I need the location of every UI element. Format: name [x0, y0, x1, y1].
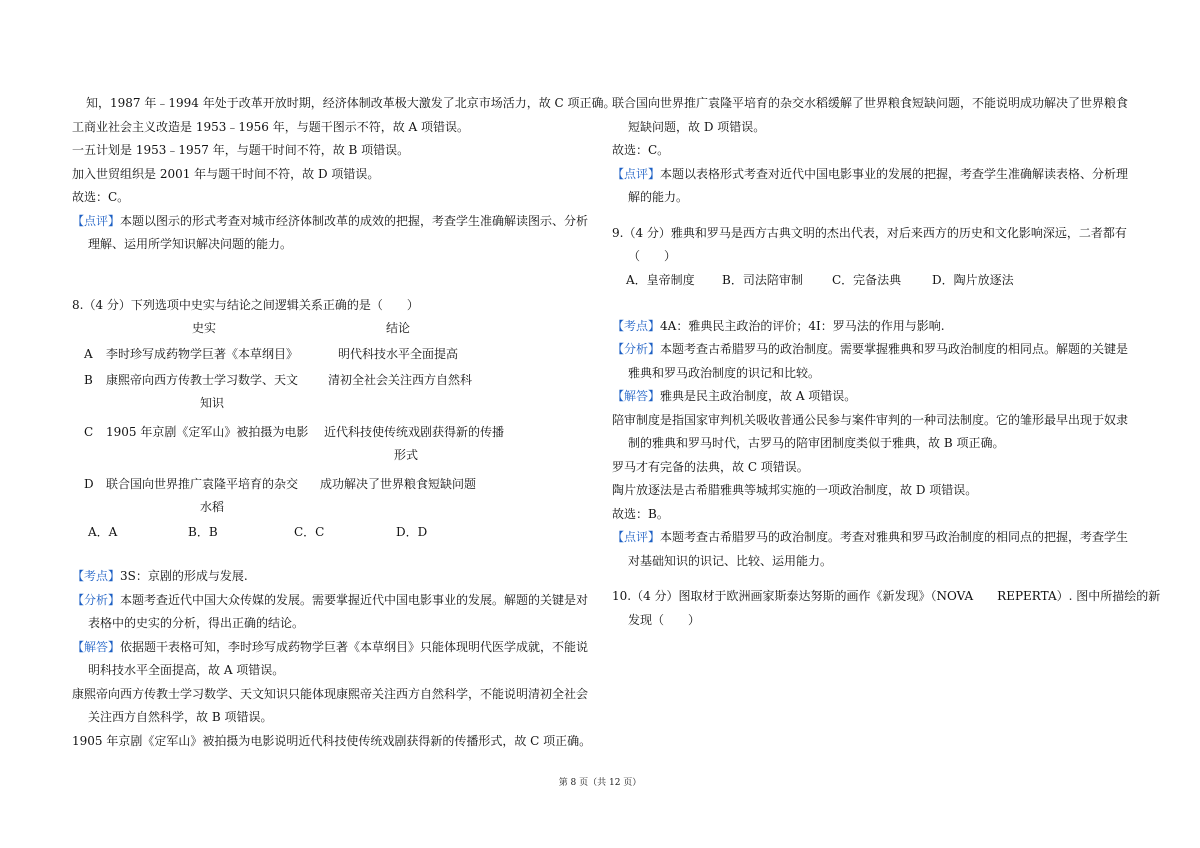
- question-8-options: [72, 521, 592, 545]
- right-column: [612, 92, 1161, 632]
- text-line: 故选：B。: [612, 506, 669, 521]
- kaodian-tag: 【考点】: [612, 318, 661, 333]
- table-row-conclusion: 近代科技使传统戏剧获得新的传播: [324, 425, 505, 439]
- jieda-tag: 【解答】: [72, 639, 121, 654]
- text-line: 故选：C。: [72, 190, 130, 204]
- text-line: 工商业社会主义改造是 1953﹣1956 年，与题干图示不符，故 A 项错误。: [72, 119, 470, 134]
- page-footer: 第 8 页（共 12 页）: [558, 778, 642, 788]
- review-text: 本题以图示的形式考查对城市经济体制改革的成效的把握，考查学生准确解读图示、分析: [120, 213, 589, 228]
- question-8-table: [72, 317, 592, 535]
- review-paragraph: [612, 526, 1132, 550]
- jieda-text: 雅典是民主政治制度，故 A 项错误。: [660, 389, 857, 403]
- fenxi-text-cont: 雅典和罗马政治制度的识记和比较。: [628, 365, 821, 380]
- answer-choice: 故选：C。: [612, 143, 670, 157]
- option-d[interactable]: D．D: [396, 525, 428, 539]
- fenxi-text-cont: 表格中的史实的分析，得出正确的结论。: [88, 616, 305, 630]
- kaodian-paragraph: [72, 565, 592, 589]
- review-text-cont: 对基础知识的识记、比较、运用能力。: [628, 553, 833, 568]
- table-row-fact: 李时珍写成药物学巨著《本草纲目》: [106, 347, 299, 361]
- option-c[interactable]: C．完备法典: [832, 272, 902, 287]
- review-text-cont: 解的能力。: [628, 190, 689, 204]
- left-column: [72, 92, 616, 753]
- review-text: 本题考查古希腊罗马的政治制度。考查对雅典和罗马政治制度的相同点的把握，考查学生: [660, 530, 1129, 544]
- text-line: 1905 年京剧《定军山》被拍摄为电影说明近代科技使传统戏剧获得新的传播形式，故 C 项正确。: [72, 733, 592, 748]
- kaodian-text: 4A：雅典民主政治的评价；4I：罗马法的作用与影响.: [660, 318, 945, 333]
- jieda-tag: 【解答】: [612, 389, 661, 403]
- text-line: 罗马才有完备的法典，故 C 项错误。: [612, 459, 809, 474]
- kaodian-text: 3S：京剧的形成与发展.: [120, 569, 248, 583]
- option-d[interactable]: D．陶片放逐法: [932, 272, 1014, 287]
- review-paragraph: [612, 163, 1132, 187]
- fenxi-paragraph: [72, 589, 592, 613]
- text-line: 陪审制度是指国家审判机关吸收普通公民参与案件审判的一种司法制度。它的雏形最早出现于奴隶: [612, 412, 1129, 427]
- fenxi-tag: 【分析】: [72, 592, 121, 607]
- table-row-conclusion: 清初全社会关注西方自然科: [328, 373, 473, 387]
- table-header-fact: 史实: [192, 321, 217, 335]
- option-c[interactable]: C．C: [294, 525, 325, 539]
- text-line: 联合国向世界推广袁隆平培育的杂交水稻缓解了世界粮食短缺问题，不能说明成功解决了世界粮食: [612, 96, 1129, 110]
- fenxi-tag: 【分析】: [612, 342, 661, 356]
- table-row-key: C: [84, 425, 94, 439]
- text-line: 康熙帝向西方传教士学习数学、天文知识只能体现康熙帝关注西方自然科学，不能说明清初全社会: [72, 686, 589, 701]
- table-header-conclusion: 结论: [386, 321, 411, 335]
- review-tag: 【点评】: [612, 166, 661, 181]
- option-b[interactable]: B．司法陪审制: [722, 272, 803, 287]
- question-10-stem-cont: 发现（ ）: [628, 612, 701, 627]
- jieda-text: 依据题干表格可知，李时珍写成药物学巨著《本草纲目》只能体现明代医学成就，不能说: [120, 639, 589, 654]
- text-line: 加入世贸组织是 2001 年与题干时间不符，故 D 项错误。: [72, 166, 380, 181]
- table-row-key: B: [84, 373, 93, 387]
- review-tag: 【点评】: [72, 213, 121, 228]
- review-tag: 【点评】: [612, 530, 661, 544]
- option-b[interactable]: B．B: [188, 525, 218, 539]
- jieda-text-cont: 明科技水平全面提高，故 A 项错误。: [88, 663, 285, 677]
- question-9-stem-cont: （ ）: [628, 249, 677, 263]
- kaodian-paragraph: [612, 315, 1132, 339]
- question-8-stem: 8.（4 分）下列选项中史实与结论之间逻辑关系正确的是（ ）: [72, 297, 419, 312]
- text-line: 关注西方自然科学，故 B 项错误。: [88, 710, 273, 724]
- table-row-conclusion: 成功解决了世界粮食短缺问题: [320, 477, 477, 491]
- option-a[interactable]: A．皇帝制度: [626, 272, 695, 287]
- table-row-fact: 康熙帝向西方传教士学习数学、天文: [106, 373, 299, 387]
- review-text-cont: 理解、运用所学知识解决问题的能力。: [88, 237, 293, 251]
- text-line: 一五计划是 1953﹣1957 年，与题干时间不符，故 B 项错误。: [72, 143, 410, 157]
- text-line: 短缺问题，故 D 项错误。: [628, 119, 766, 134]
- jieda-paragraph: [72, 636, 592, 660]
- question-9-stem: 9.（4 分）雅典和罗马是西方古典文明的杰出代表，对后来西方的历史和文化影响深远，二者都有: [612, 225, 1127, 240]
- jieda-paragraph: [612, 385, 1132, 409]
- text-line: 知，1987 年﹣1994 年处于改革开放时期，经济体制改革极大激发了北京市场活力，故 C 项正确。: [86, 96, 616, 110]
- kaodian-tag: 【考点】: [72, 569, 121, 583]
- table-row-fact-cont: 知识: [200, 396, 225, 410]
- option-a[interactable]: A．A: [88, 525, 118, 539]
- review-paragraph: [72, 210, 592, 234]
- table-row-conclusion: 明代科技水平全面提高: [338, 347, 459, 361]
- table-row-key: D: [84, 477, 94, 491]
- table-row-fact-cont: 水稻: [200, 500, 225, 514]
- table-row-fact: 1905 年京剧《定军山》被拍摄为电影: [106, 425, 309, 439]
- review-text: 本题以表格形式考查对近代中国电影事业的发展的把握，考查学生准确解读表格、分析理: [660, 166, 1129, 181]
- question-10-stem: 10.（4 分）图取材于欧洲画家斯泰达努斯的画作《新发现》（NOVA REPERTA）. 图中所描绘的新: [612, 589, 1161, 603]
- fenxi-paragraph: [612, 338, 1132, 362]
- text-line: 陶片放逐法是古希腊雅典等城邦实施的一项政治制度，故 D 项错误。: [612, 483, 978, 497]
- table-row-conclusion-cont: 形式: [394, 448, 419, 462]
- table-row-key: A: [84, 347, 93, 361]
- table-row-fact: 联合国向世界推广袁隆平培育的杂交: [106, 477, 299, 491]
- fenxi-text: 本题考查近代中国大众传媒的发展。需要掌握近代中国电影事业的发展。解题的关键是对: [120, 592, 589, 607]
- text-line: 制的雅典和罗马时代，古罗马的陪审团制度类似于雅典，故 B 项正确。: [628, 436, 1005, 450]
- question-9-options: [612, 269, 1132, 293]
- fenxi-text: 本题考查古希腊罗马的政治制度。需要掌握雅典和罗马政治制度的相同点。解题的关键是: [660, 342, 1129, 356]
